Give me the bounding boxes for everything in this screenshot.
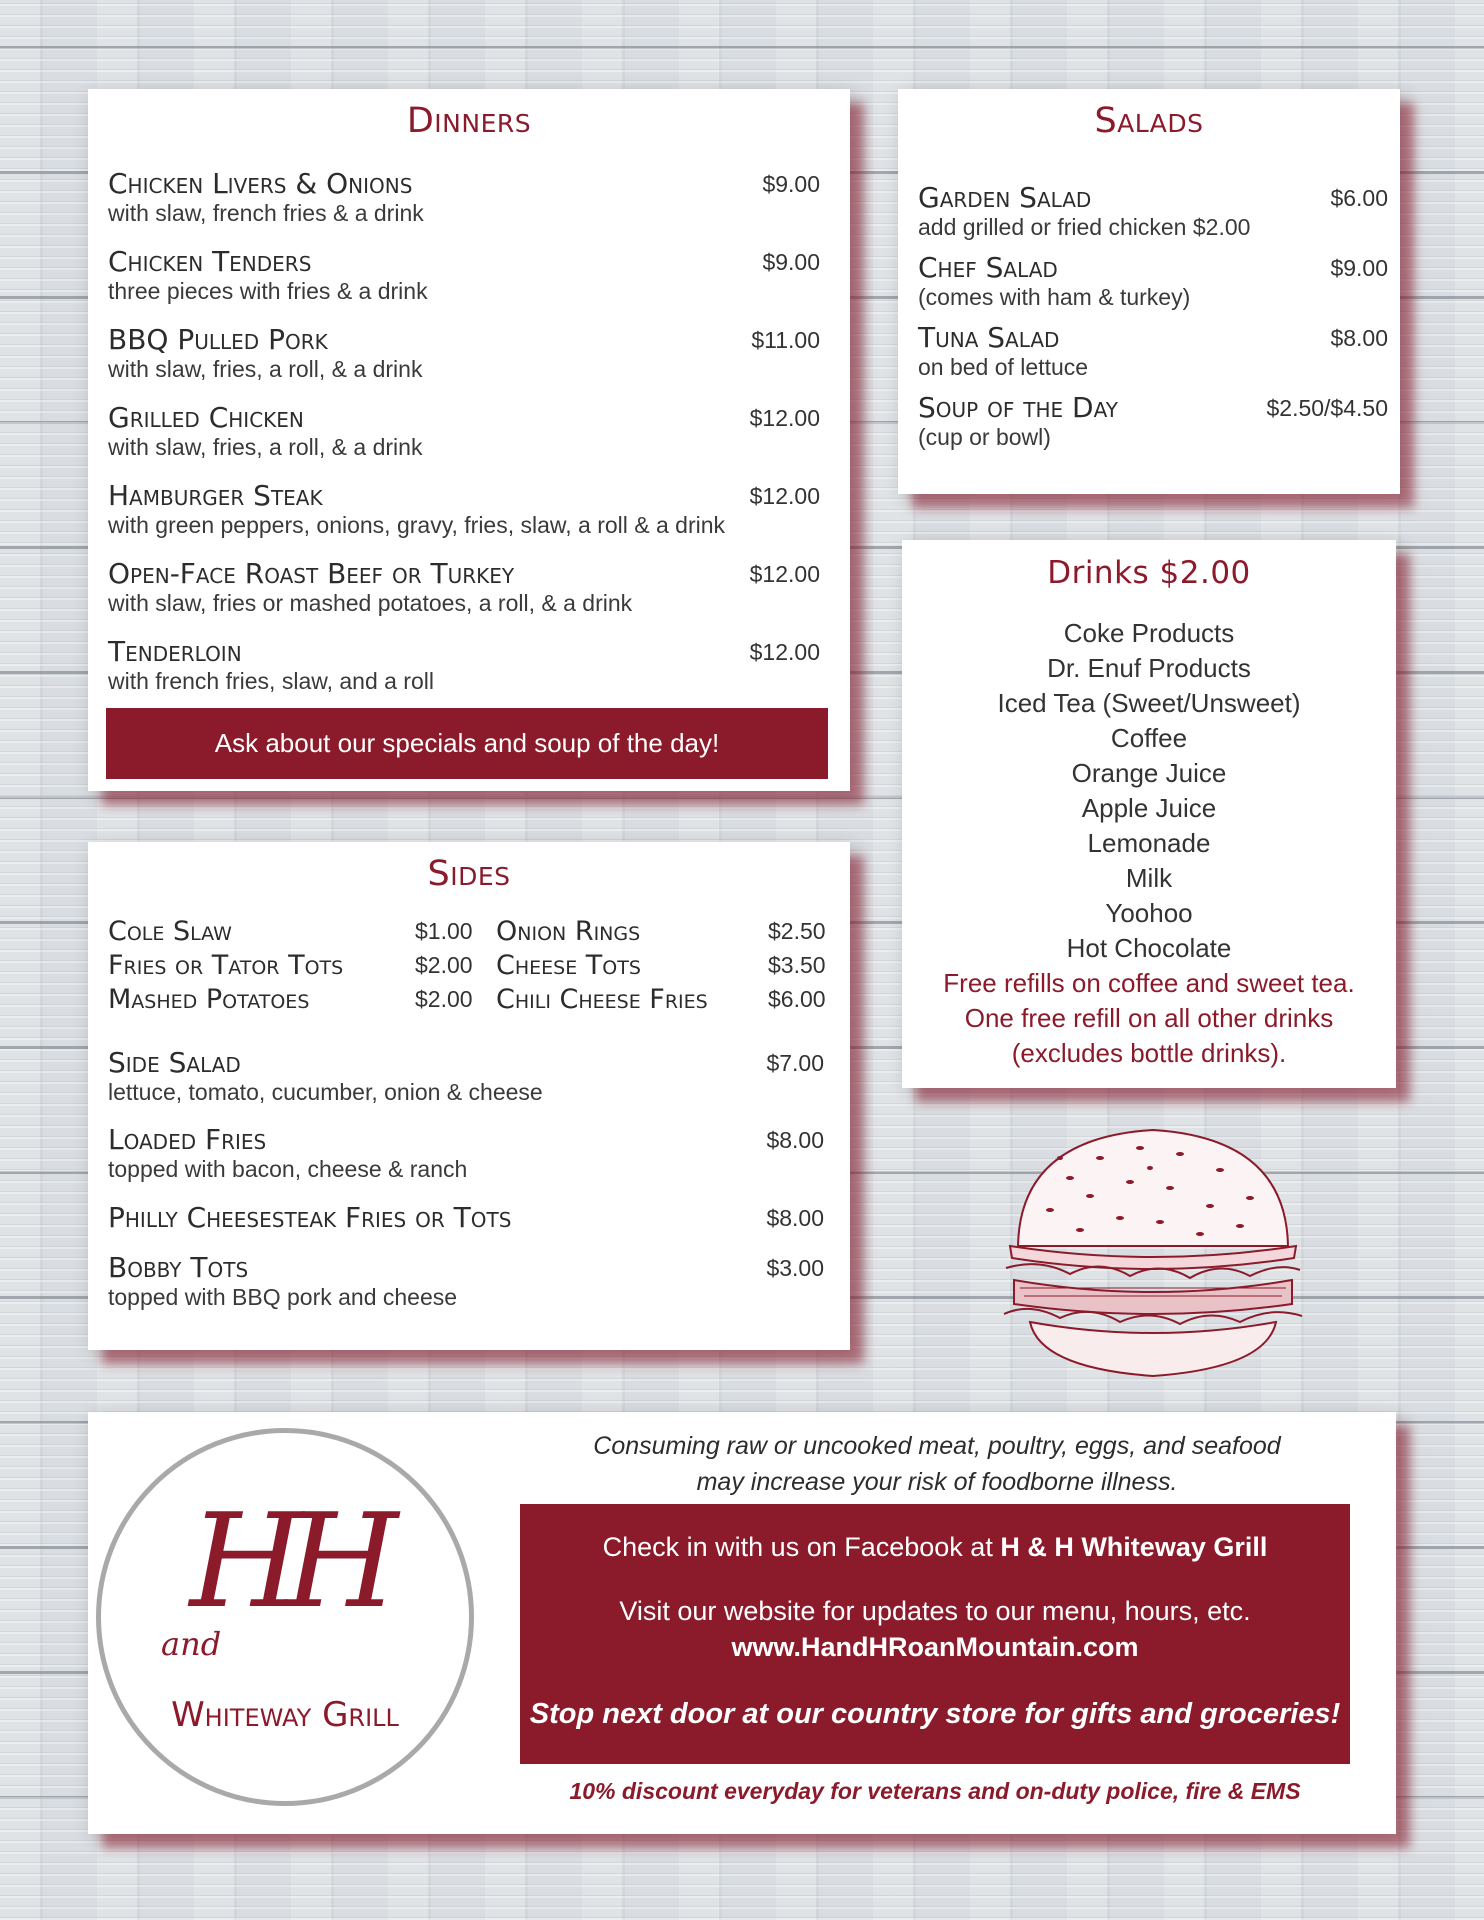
item-description: topped with bacon, cheese & ranch bbox=[108, 1156, 468, 1182]
drinks-title-text: Drinks $2.00 bbox=[1047, 555, 1251, 591]
item-description: with french fries, slaw, and a roll bbox=[108, 668, 434, 694]
item-name: BBQ Pulled Pork bbox=[108, 323, 328, 356]
website-line: Visit our website for updates to our menu, hours, etc. bbox=[619, 1596, 1251, 1626]
logo-and: and bbox=[161, 1625, 222, 1663]
store-line: Stop next door at our country store for gifts and groceries! bbox=[529, 1698, 1341, 1730]
specials-banner bbox=[106, 708, 828, 779]
menu-item bbox=[108, 481, 820, 539]
dinners-title: Dinners bbox=[406, 101, 532, 141]
warning-line: Consuming raw or uncooked meat, poultry, eggs, and seafood bbox=[593, 1432, 1281, 1460]
warning-line: may increase your risk of foodborne illness. bbox=[696, 1468, 1178, 1496]
item-name: Open-Face Roast Beef or Turkey bbox=[108, 557, 515, 590]
side-item-name: Onion Rings bbox=[496, 916, 641, 947]
item-description: (cup or bowl) bbox=[918, 424, 1051, 450]
menu-item bbox=[108, 637, 820, 695]
drink-item: Milk bbox=[1125, 863, 1173, 893]
info-banner bbox=[520, 1504, 1350, 1764]
item-price: $12.00 bbox=[749, 405, 820, 431]
item-price: $8.00 bbox=[766, 1205, 824, 1231]
drink-item: Coke Products bbox=[1063, 618, 1235, 648]
item-description: with green peppers, onions, gravy, fries, slaw, a roll & a drink bbox=[108, 512, 726, 538]
drink-item: Dr. Enuf Products bbox=[1047, 653, 1251, 683]
item-price: $6.00 bbox=[1330, 185, 1388, 211]
menu-item bbox=[108, 1203, 824, 1233]
side-item-price: $6.00 bbox=[768, 986, 826, 1012]
dinners-card bbox=[88, 89, 850, 791]
item-price: $12.00 bbox=[749, 561, 820, 587]
item-name: Grilled Chicken bbox=[108, 401, 304, 434]
sides-card bbox=[88, 842, 850, 1350]
side-item-price: $1.00 bbox=[415, 918, 473, 944]
item-price: $3.00 bbox=[766, 1255, 824, 1281]
item-price: $9.00 bbox=[762, 171, 820, 197]
side-item-name: Cole Slaw bbox=[108, 916, 232, 947]
logo bbox=[96, 1428, 474, 1806]
side-item-name: Fries or Tator Tots bbox=[108, 950, 344, 981]
menu-item bbox=[918, 253, 1388, 311]
item-price: $12.00 bbox=[749, 483, 820, 509]
specials-banner-text: Ask about our specials and soup of the day! bbox=[214, 728, 720, 758]
drink-item: Coffee bbox=[1110, 723, 1188, 753]
drinks-card bbox=[902, 540, 1396, 1088]
item-name: Garden Salad bbox=[918, 181, 1092, 214]
logo-name: Whiteway Grill bbox=[171, 1695, 399, 1735]
item-price: $2.50/$4.50 bbox=[1266, 395, 1388, 421]
refill-note: One free refill on all other drinks bbox=[964, 1003, 1334, 1033]
item-price: $8.00 bbox=[1330, 325, 1388, 351]
item-description: with slaw, fries or mashed potatoes, a roll, & a drink bbox=[108, 590, 633, 616]
website-link[interactable]: www.HandHRoanMountain.com bbox=[731, 1632, 1139, 1662]
side-item-name: Mashed Potatoes bbox=[108, 984, 310, 1015]
item-description: topped with BBQ pork and cheese bbox=[108, 1284, 458, 1310]
menu-item bbox=[108, 1048, 824, 1106]
item-price: $9.00 bbox=[762, 249, 820, 275]
facebook-line bbox=[520, 1532, 1350, 1563]
item-name: Chicken Tenders bbox=[108, 245, 312, 278]
item-name: Hamburger Steak bbox=[108, 479, 323, 512]
sides-title: Sides bbox=[427, 854, 511, 894]
side-item-name: Cheese Tots bbox=[496, 950, 641, 981]
drink-item: Lemonade bbox=[1087, 828, 1211, 858]
item-price: $9.00 bbox=[1330, 255, 1388, 281]
menu-item bbox=[918, 183, 1388, 241]
item-description: with slaw, french fries & a drink bbox=[108, 200, 424, 226]
item-name: Chef Salad bbox=[918, 251, 1058, 284]
item-name: Loaded Fries bbox=[108, 1123, 267, 1156]
item-name: Tuna Salad bbox=[918, 321, 1060, 354]
menu-item bbox=[108, 325, 820, 383]
health-warning bbox=[518, 1428, 1356, 1500]
burger-illustration bbox=[1000, 1118, 1306, 1390]
refill-note: (excludes bottle drinks). bbox=[1011, 1038, 1287, 1068]
item-price: $7.00 bbox=[766, 1050, 824, 1076]
drink-item: Iced Tea (Sweet/Unsweet) bbox=[997, 688, 1301, 718]
item-description: with slaw, fries, a roll, & a drink bbox=[108, 356, 423, 382]
item-price: $11.00 bbox=[751, 327, 820, 353]
item-name: Tenderloin bbox=[108, 635, 242, 668]
menu-item bbox=[108, 1253, 824, 1311]
menu-item bbox=[108, 169, 820, 227]
side-item-price: $2.00 bbox=[415, 986, 473, 1012]
menu-item bbox=[108, 403, 820, 461]
facebook-link[interactable]: H & H Whiteway Grill bbox=[1000, 1532, 1268, 1562]
drink-item: Yoohoo bbox=[1105, 898, 1193, 928]
menu-item bbox=[108, 247, 820, 305]
item-description: with slaw, fries, a roll, & a drink bbox=[108, 434, 423, 460]
item-name: Side Salad bbox=[108, 1046, 241, 1079]
discount-note: 10% discount everyday for veterans and on-duty police, fire & EMS bbox=[569, 1778, 1301, 1804]
side-item-name: Chili Cheese Fries bbox=[496, 984, 708, 1015]
item-name: Chicken Livers & Onions bbox=[108, 167, 413, 200]
footer-card bbox=[88, 1412, 1396, 1834]
item-price: $12.00 bbox=[749, 639, 820, 665]
menu-item bbox=[918, 393, 1388, 451]
drink-item: Apple Juice bbox=[1081, 793, 1217, 823]
side-item-price: $2.50 bbox=[768, 918, 826, 944]
drinks-title bbox=[902, 555, 1396, 591]
item-description: three pieces with fries & a drink bbox=[108, 278, 428, 304]
item-description: add grilled or fried chicken $2.00 bbox=[918, 214, 1251, 240]
side-item-price: $2.00 bbox=[415, 952, 473, 978]
drink-item: Hot Chocolate bbox=[1066, 933, 1232, 963]
item-description: lettuce, tomato, cucumber, onion & cheese bbox=[108, 1079, 543, 1105]
menu-item bbox=[918, 323, 1388, 381]
drink-item: Orange Juice bbox=[1071, 758, 1227, 788]
salads-title: Salads bbox=[1094, 101, 1204, 141]
salads-card bbox=[898, 89, 1400, 494]
facebook-prefix: Check in with us on Facebook at bbox=[602, 1532, 1001, 1562]
item-name: Philly Cheesesteak Fries or Tots bbox=[108, 1201, 512, 1234]
menu-item bbox=[108, 1125, 824, 1183]
item-name: Soup of the Day bbox=[918, 391, 1118, 424]
item-price: $8.00 bbox=[766, 1127, 824, 1153]
logo-monogram: HH bbox=[189, 1485, 381, 1637]
menu-item bbox=[108, 559, 820, 617]
refill-note: Free refills on coffee and sweet tea. bbox=[943, 968, 1355, 998]
item-description: on bed of lettuce bbox=[918, 354, 1089, 380]
item-description: (comes with ham & turkey) bbox=[918, 284, 1191, 310]
side-item-price: $3.50 bbox=[768, 952, 826, 978]
drinks-list bbox=[902, 616, 1396, 1071]
item-name: Bobby Tots bbox=[108, 1251, 249, 1284]
